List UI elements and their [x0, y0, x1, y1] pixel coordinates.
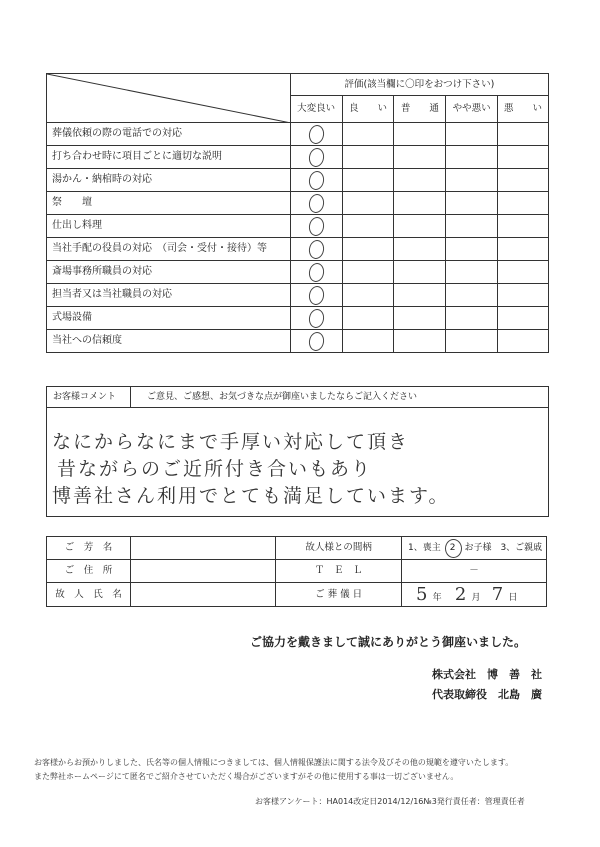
rating-cell-somewhat-bad[interactable] [446, 215, 498, 238]
circle-mark [307, 261, 325, 282]
tel-field[interactable]: － [402, 560, 547, 583]
circle-mark [307, 123, 325, 144]
rating-cell-very-good[interactable] [290, 238, 342, 261]
rating-cell-bad[interactable] [498, 146, 549, 169]
rating-col-very-good: 大変良い [290, 96, 342, 123]
unit-month: 月 [471, 592, 481, 603]
rating-cell-average[interactable] [394, 284, 446, 307]
rating-cell-average[interactable] [394, 307, 446, 330]
info-table [46, 536, 547, 607]
address-field[interactable] [130, 560, 275, 583]
rating-item-label: 当社手配の役員の対応 （司会・受付・接待）等 [47, 238, 291, 261]
rating-cell-bad[interactable] [498, 284, 549, 307]
rating-cell-average[interactable] [394, 330, 446, 353]
rating-row [47, 284, 549, 307]
circle-mark [307, 330, 325, 351]
rating-item-label: 斎場事務所職員の対応 [47, 261, 291, 284]
rating-cell-good[interactable] [342, 146, 394, 169]
rating-cell-somewhat-bad[interactable] [446, 169, 498, 192]
comment-line-2[interactable]: 昔ながらのご近所付き合いもあり [57, 458, 373, 480]
rating-cell-bad[interactable] [498, 307, 549, 330]
rating-cell-somewhat-bad[interactable] [446, 284, 498, 307]
rating-cell-bad[interactable] [498, 261, 549, 284]
circle-mark [307, 307, 325, 328]
rating-col-bad: 悪 い [498, 96, 549, 123]
circle-mark [307, 215, 325, 236]
relation-field[interactable] [402, 537, 547, 560]
relation-options: 1、喪主 2 お子様 3、ご親戚 [408, 542, 543, 553]
rating-cell-bad[interactable] [498, 215, 549, 238]
comment-header-row [47, 387, 548, 408]
rating-cell-good[interactable] [342, 330, 394, 353]
thanks-message: ご協力を戴きまして誠にありがとう御座いました。 [250, 635, 527, 649]
rating-cell-good[interactable] [342, 284, 394, 307]
rating-cell-good[interactable] [342, 238, 394, 261]
rating-item-label: 式場設備 [47, 307, 291, 330]
privacy-notice-line-1: お客様からお預かりしました、氏名等の個人情報につきましては、個人情報保護法に関する法令及びその他の規範を遵守いたします。 [34, 758, 514, 767]
rating-cell-very-good[interactable] [290, 330, 342, 353]
rating-cell-very-good[interactable] [290, 284, 342, 307]
rating-cell-good[interactable] [342, 261, 394, 284]
rating-item-label: 担当者又は当社職員の対応 [47, 284, 291, 307]
rating-row [47, 146, 549, 169]
rating-item-label: 祭 壇 [47, 192, 291, 215]
rating-row [47, 215, 549, 238]
deceased-label: 故 人 氏 名 [47, 583, 131, 607]
rating-cell-average[interactable] [394, 169, 446, 192]
unit-day: 日 [508, 592, 518, 603]
funeral-date-label: ご 葬 儀 日 [276, 583, 402, 607]
rating-item-label: 当社への信頼度 [47, 330, 291, 353]
rating-cell-average[interactable] [394, 146, 446, 169]
rating-cell-good[interactable] [342, 192, 394, 215]
tel-label: Ｔ Ｅ Ｌ [276, 560, 402, 583]
diagonal-line [47, 74, 291, 123]
circle-mark [307, 238, 325, 259]
rating-cell-bad[interactable] [498, 238, 549, 261]
rating-cell-good[interactable] [342, 307, 394, 330]
rating-col-average: 普 通 [394, 96, 446, 123]
rating-cell-somewhat-bad[interactable] [446, 146, 498, 169]
rating-cell-good[interactable] [342, 123, 394, 146]
rating-row [47, 238, 549, 261]
deceased-field[interactable] [130, 583, 275, 607]
rating-item-label: 湯かん・納棺時の対応 [47, 169, 291, 192]
name-label: ご 芳 名 [47, 537, 131, 560]
address-label: ご 住 所 [47, 560, 131, 583]
rating-cell-very-good[interactable] [290, 123, 342, 146]
rating-cell-somewhat-bad[interactable] [446, 330, 498, 353]
rating-header: 評価(該当欄に〇印をおつけ下さい) [290, 74, 548, 96]
rating-cell-somewhat-bad[interactable] [446, 238, 498, 261]
rating-row [47, 123, 549, 146]
comment-box [46, 386, 549, 517]
rating-item-label: 葬儀依頼の際の電話での対応 [47, 123, 291, 146]
relation-selected-circle [445, 539, 462, 558]
rating-cell-average[interactable] [394, 123, 446, 146]
comment-line-1[interactable]: なにからなにまで手厚い対応して頂き [52, 431, 410, 453]
rating-cell-average[interactable] [394, 215, 446, 238]
rating-row [47, 192, 549, 215]
rating-table-corner [47, 74, 291, 123]
circle-mark [307, 284, 325, 305]
rating-cell-bad[interactable] [498, 123, 549, 146]
rating-cell-very-good[interactable] [290, 215, 342, 238]
rating-cell-very-good[interactable] [290, 307, 342, 330]
rating-cell-very-good[interactable] [290, 169, 342, 192]
rating-cell-average[interactable] [394, 238, 446, 261]
representative: 代表取締役 北島 廣 [432, 688, 542, 701]
funeral-date-month: 2 [454, 583, 469, 605]
rating-cell-good[interactable] [342, 215, 394, 238]
rating-row [47, 169, 549, 192]
relation-label: 故人様との間柄 [276, 537, 402, 560]
rating-table [46, 73, 549, 353]
rating-row [47, 307, 549, 330]
form-code: お客様アンケート：HA014改定日2014/12/16№3発行責任者：管理責任者 [255, 797, 525, 806]
rating-row [47, 330, 549, 353]
rating-col-somewhat-bad: やや悪い [446, 96, 498, 123]
comment-label: お客様コメント [47, 387, 131, 407]
rating-cell-bad[interactable] [498, 330, 549, 353]
funeral-date-day: 7 [491, 583, 506, 605]
circle-mark [307, 146, 325, 167]
circle-mark [307, 192, 325, 213]
company-name: 株式会社 博 善 社 [432, 668, 542, 681]
privacy-notice-line-2: また弊社ホームページにて匿名でご紹介させていただく場合がございますがその他に使用する事は一切ございません。 [34, 772, 459, 781]
circle-mark [307, 169, 325, 190]
rating-cell-somewhat-bad[interactable] [446, 307, 498, 330]
name-field[interactable] [130, 537, 275, 560]
rating-row [47, 261, 549, 284]
rating-cell-somewhat-bad[interactable] [446, 261, 498, 284]
comment-prompt: ご意見、ご感想、お気づきな点が御座いましたならご記入ください [147, 392, 418, 402]
rating-cell-good[interactable] [342, 169, 394, 192]
funeral-date-year: 5 [416, 583, 430, 605]
rating-item-label: 打ち合わせ時に項目ごとに適切な説明 [47, 146, 291, 169]
rating-cell-very-good[interactable] [290, 146, 342, 169]
rating-cell-bad[interactable] [498, 169, 549, 192]
rating-cell-bad[interactable] [498, 192, 549, 215]
rating-cell-very-good[interactable] [290, 192, 342, 215]
rating-cell-somewhat-bad[interactable] [446, 123, 498, 146]
unit-year: 年 [432, 592, 442, 603]
comment-line-3[interactable]: 博善社さん利用でとても満足しています。 [52, 485, 450, 507]
rating-cell-very-good[interactable] [290, 261, 342, 284]
rating-cell-somewhat-bad[interactable] [446, 192, 498, 215]
funeral-date-field[interactable] [402, 583, 547, 607]
rating-cell-average[interactable] [394, 192, 446, 215]
rating-cell-average[interactable] [394, 261, 446, 284]
rating-col-good: 良 い [342, 96, 394, 123]
rating-item-label: 仕出し料理 [47, 215, 291, 238]
